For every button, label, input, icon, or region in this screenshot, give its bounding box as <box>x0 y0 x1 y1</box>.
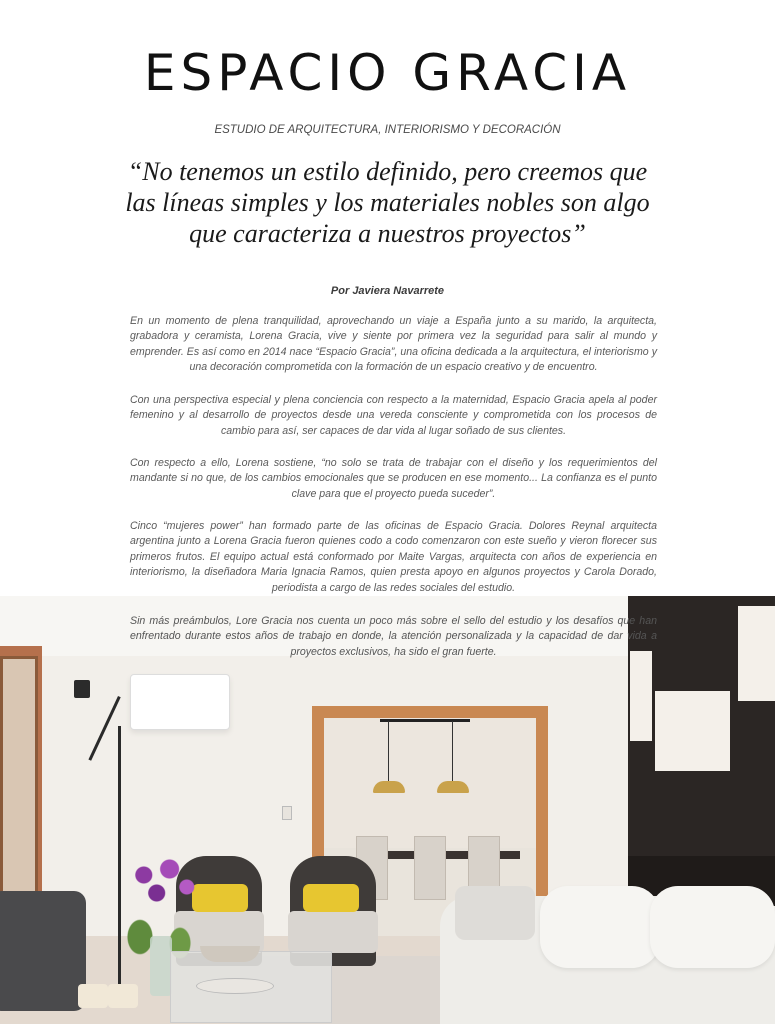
pendant-lamp <box>373 781 405 793</box>
grey-sofa <box>0 891 86 1011</box>
armchair-seat <box>288 911 378 953</box>
lit-shelf <box>738 606 775 701</box>
wall-speaker <box>74 680 90 698</box>
decor-bowl <box>200 946 260 962</box>
light-switch <box>282 806 292 820</box>
decor-plate <box>196 978 274 994</box>
candle <box>108 984 138 1008</box>
pendant-wire <box>452 721 453 781</box>
dining-chair <box>414 836 446 900</box>
window <box>0 656 38 896</box>
pendant-lamp <box>437 781 469 793</box>
pendant-wire <box>388 721 389 781</box>
byline: Por Javiera Navarrete <box>330 285 445 297</box>
lit-shelf <box>630 651 652 741</box>
dining-room-wall <box>324 718 536 848</box>
lit-shelf <box>655 691 730 771</box>
candle <box>78 984 108 1008</box>
glass-vase <box>150 936 172 996</box>
page-title: ESPACIO GRACIA <box>143 44 632 102</box>
pendant-track <box>380 719 470 722</box>
purple-flowers <box>118 851 204 911</box>
sofa-cushion <box>650 886 775 968</box>
sofa-pillow <box>455 886 535 940</box>
sofa-cushion <box>540 886 660 968</box>
body-paragraph: En un momento de plena tranquilidad, aprovechando un viaje a España junto a su marido, la arquitecta, grabadora y ceramista, Lorena Gracia, vive y siente por primera vez la seguridad para salir al mundo y emprender. Es así como en 2014 nace “Espacio Gracia”, una oficina dedicada a la arquitectura, el interiorismo y una decoración comprometida con la formación de un espacio creativo y de encuentro. <box>130 315 657 374</box>
page-subtitle: ESTUDIO DE ARQUITECTURA, INTERIORISMO Y DECORACIÓN <box>214 124 561 136</box>
yellow-pillow <box>303 884 359 912</box>
floor-lamp-shade <box>130 674 230 730</box>
pull-quote: “No tenemos un estilo definido, pero creemos que las líneas simples y los materiales nobles son algo que caracteriza a nuestros proyectos” <box>125 157 650 248</box>
body-paragraph: Con una perspectiva especial y plena conciencia con respecto a la maternidad, Espacio Gracia apela al poder femenino y al desarrollo de proyectos desde una vereda consciente y comprometida con los procesos de cambio para así, ser capaces de dar vida al lugar soñado de sus clientes. <box>130 394 657 437</box>
body-paragraph: Sin más preámbulos, Lore Gracia nos cuenta un poco más sobre el sello del estudio y los desafíos que han enfrentado durante estos años de trabajo en donde, la atención personalizada y la capacidad de dar vida a proyectos exclusivos, ha sido el gran fuerte. <box>130 615 657 658</box>
body-paragraph: Cinco “mujeres power” han formado parte de las oficinas de Espacio Gracia. Dolores Reynal arquitecta argentina junto a Lorena Gracia fueron quienes codo a codo comenzaron con este sueño y vieron florecer sus primeros frutos. El equipo actual está conformado por Maite Vargas, arquitecta con años de experiencia en interiorismo, la diseñadora Maria Ignacia Ramos, quien presta apoyo en algunos proyectos y Carola Dorado, periodista a cargo de las redes sociales del estudio. <box>130 520 657 594</box>
body-paragraph: Con respecto a ello, Lorena sostiene, “no solo se trata de trabajar con el diseño y los requerimientos del mandante si no que, de los cambios emocionales que se producen en ese momento... La confianza es el punto clave para que el proyecto pueda suceder”. <box>130 457 657 500</box>
